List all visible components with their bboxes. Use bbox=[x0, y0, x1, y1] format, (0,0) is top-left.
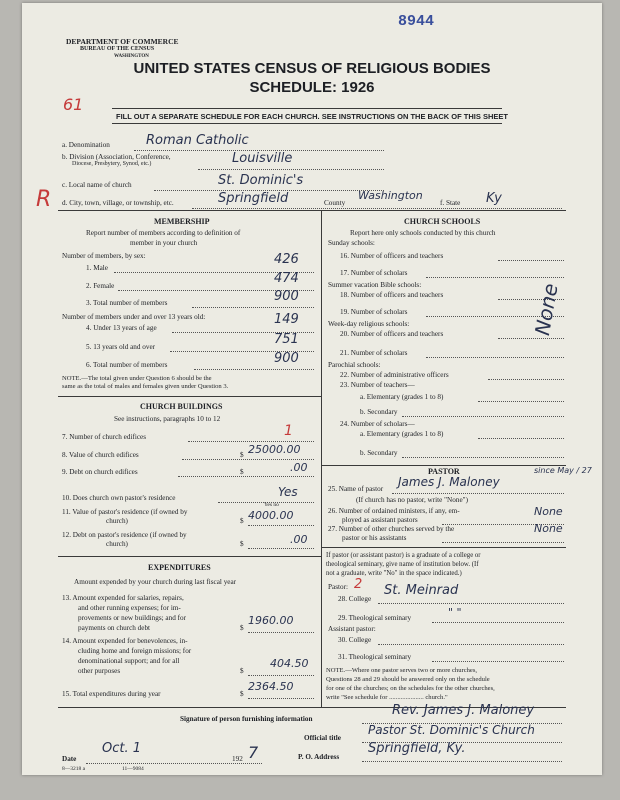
pastor-note-1: NOTE.—Where one pastor serves two or more churches, bbox=[326, 667, 478, 674]
over13-value[interactable]: 751 bbox=[274, 332, 299, 347]
q23-label: 23. Number of teachers— bbox=[340, 381, 415, 389]
age-label: Number of members under and over 13 years old: bbox=[62, 313, 206, 321]
q24b-label: b. Secondary bbox=[360, 449, 398, 457]
q27-line-1: 27. Number of other churches served by the bbox=[328, 525, 455, 533]
pastor-sub-label: Pastor: bbox=[328, 583, 348, 591]
signature-label: Signature of person furnishing information bbox=[180, 715, 313, 723]
q23a-line bbox=[478, 401, 564, 402]
q25-line bbox=[392, 493, 564, 494]
weekday-label: Week-day religious schools: bbox=[328, 320, 410, 328]
q29-label: 29. Theological seminary bbox=[338, 614, 412, 622]
q25-note: (If church has no pastor, write "None") bbox=[356, 496, 468, 504]
state-value[interactable]: Ky bbox=[486, 191, 502, 206]
male-value[interactable]: 426 bbox=[274, 252, 299, 267]
q14-currency: $ bbox=[240, 667, 244, 675]
graduate-text-2: theological seminary, give name of institution below. (If bbox=[326, 561, 479, 568]
under13-label: 4. Under 13 years of age bbox=[86, 324, 157, 332]
q14-line bbox=[248, 675, 314, 676]
q28-line bbox=[378, 603, 564, 604]
date-value[interactable]: Oct. 1 bbox=[102, 741, 142, 756]
q14-line-3: denominational support; and for all bbox=[78, 657, 180, 665]
q12-label-1: 12. Debt on pastor's residence (if owned by bbox=[62, 531, 187, 539]
q9-line bbox=[178, 476, 314, 477]
by-sex-label: Number of members, by sex: bbox=[62, 252, 146, 260]
q21-label: 21. Number of scholars bbox=[340, 349, 408, 357]
local-name-value[interactable]: St. Dominic's bbox=[218, 173, 304, 188]
q23b-label: b. Secondary bbox=[360, 408, 398, 416]
q27-value[interactable]: None bbox=[534, 522, 563, 535]
membership-intro-1: Report number of members according to definition of bbox=[86, 229, 241, 237]
q10-label: 10. Does church own pastor's residence bbox=[62, 494, 176, 502]
q12-label-2: church) bbox=[106, 540, 128, 548]
q13-currency: $ bbox=[240, 624, 244, 632]
buildings-heading: CHURCH BUILDINGS bbox=[140, 402, 223, 411]
q24a-line bbox=[478, 438, 564, 439]
q22-label: 22. Number of administrative officers bbox=[340, 371, 449, 379]
instruction-line: FILL OUT A SEPARATE SCHEDULE FOR EACH CHURCH. SEE INSTRUCTIONS ON THE BACK OF THIS SHEET bbox=[116, 112, 508, 121]
q26-line-1: 26. Number of ordained ministers, if any, em- bbox=[328, 507, 460, 515]
q13-line-2: and other running expenses; for im- bbox=[78, 604, 181, 612]
q13-line bbox=[248, 632, 314, 633]
q24a-label: a. Elementary (grades 1 to 8) bbox=[360, 430, 444, 438]
official-title-value[interactable]: Pastor St. Dominic's Church bbox=[368, 723, 535, 737]
q9-label: 9. Debt on church edifices bbox=[62, 468, 138, 476]
q17-label: 17. Number of scholars bbox=[340, 269, 408, 277]
q10-value[interactable]: Yes bbox=[278, 485, 298, 499]
q15-value[interactable]: 2364.50 bbox=[248, 680, 294, 693]
q14-line-1: 14. Amount expended for benevolences, in- bbox=[62, 637, 188, 645]
q29-value[interactable]: " " bbox=[448, 606, 462, 619]
q12-line bbox=[248, 548, 314, 549]
total6-line bbox=[194, 369, 314, 370]
q24b-line bbox=[402, 457, 564, 458]
q27-line-2: pastor or his assistants bbox=[342, 534, 407, 542]
q26-value[interactable]: None bbox=[534, 505, 563, 518]
q7-line bbox=[188, 441, 314, 442]
female-value[interactable]: 474 bbox=[274, 271, 299, 286]
signature-value[interactable]: Rev. James J. Maloney bbox=[392, 703, 535, 718]
q12-currency: $ bbox=[240, 540, 244, 548]
q9-currency: $ bbox=[240, 468, 244, 476]
census-schedule-sheet bbox=[22, 3, 602, 775]
q27-line bbox=[442, 542, 564, 543]
female-label: 2. Female bbox=[86, 282, 115, 290]
buildings-rule bbox=[58, 396, 321, 397]
q13-line-3: provements or new buildings; and for bbox=[78, 614, 186, 622]
schools-intro: Report here only schools conducted by this church bbox=[350, 229, 496, 237]
total6-value[interactable]: 900 bbox=[274, 351, 299, 366]
q16-label: 16. Number of officers and teachers bbox=[340, 252, 444, 260]
address-label: P. O. Address bbox=[298, 753, 340, 761]
division-value[interactable]: Louisville bbox=[232, 151, 293, 166]
q25-label: 25. Name of pastor bbox=[328, 485, 384, 493]
total6-label: 6. Total number of members bbox=[86, 361, 168, 369]
address-line bbox=[362, 761, 562, 762]
expenditures-sub: Amount expended by your church during last fiscal year bbox=[74, 578, 237, 586]
q8-line bbox=[182, 459, 314, 460]
over13-label: 5. 13 years old and over bbox=[86, 343, 156, 351]
q16-line bbox=[498, 260, 564, 261]
q11-note: Yes no bbox=[264, 502, 279, 508]
expenditures-heading: EXPENDITURES bbox=[148, 563, 211, 572]
q28-label: 28. College bbox=[338, 595, 372, 603]
local-name-label: c. Local name of church bbox=[62, 181, 132, 189]
q30-label: 30. College bbox=[338, 636, 372, 644]
total-label: 3. Total number of members bbox=[86, 299, 168, 307]
q11-label-2: church) bbox=[106, 517, 128, 525]
county-label: County bbox=[324, 199, 346, 207]
q7-label: 7. Number of church edifices bbox=[62, 433, 147, 441]
pastor-rule bbox=[321, 465, 566, 466]
official-title-label: Official title bbox=[304, 734, 341, 742]
city-line bbox=[192, 208, 562, 209]
column-divider bbox=[321, 210, 322, 707]
print-number: 11—9084 bbox=[122, 766, 144, 772]
q23b-line bbox=[402, 416, 564, 417]
division-line bbox=[198, 169, 384, 170]
pastor-heading: PASTOR bbox=[428, 467, 460, 476]
q21-line bbox=[426, 357, 564, 358]
date-line bbox=[86, 763, 262, 764]
section-rule-top bbox=[58, 210, 566, 211]
q15-currency: $ bbox=[240, 690, 244, 698]
q25-value[interactable]: James J. Maloney bbox=[398, 475, 500, 489]
q13-line-1: 13. Amount expended for salaries, repairs, bbox=[62, 594, 184, 602]
red-r-mark: R bbox=[36, 187, 52, 212]
sunday-label: Sunday schools: bbox=[328, 239, 375, 247]
pastor-note-3: for one of the churches; on the schedules for the other churches, bbox=[326, 685, 495, 692]
membership-heading: MEMBERSHIP bbox=[154, 217, 210, 226]
denomination-value[interactable]: Roman Catholic bbox=[146, 133, 249, 148]
summer-label: Summer vacation Bible schools: bbox=[328, 281, 422, 289]
q7-value[interactable]: 1 bbox=[284, 423, 293, 439]
q14-line-2: cluding home and foreign missions; for bbox=[78, 647, 192, 655]
city-label: WASHINGTON bbox=[114, 54, 149, 59]
form-title: UNITED STATES CENSUS OF RELIGIOUS BODIES bbox=[133, 60, 491, 77]
membership-note-1: NOTE.—The total given under Question 6 should be the bbox=[62, 375, 212, 382]
q15-label: 15. Total expenditures during year bbox=[62, 690, 161, 698]
address-value[interactable]: Springfield, Ky. bbox=[368, 741, 466, 756]
buildings-sub: See instructions, paragraphs 10 to 12 bbox=[114, 415, 221, 423]
title-rule-bottom bbox=[112, 123, 502, 124]
form-number: 8—3218 a bbox=[62, 766, 86, 772]
county-value[interactable]: Washington bbox=[358, 189, 423, 202]
graduate-rule bbox=[321, 547, 566, 548]
serial-number: 8944 bbox=[398, 13, 435, 30]
expenditures-rule bbox=[58, 556, 321, 557]
q15-line bbox=[248, 698, 314, 699]
q28-value[interactable]: St. Meinrad bbox=[384, 583, 459, 598]
q11-value[interactable]: 4000.00 bbox=[248, 509, 294, 522]
q23a-label: a. Elementary (grades 1 to 8) bbox=[360, 393, 444, 401]
pastor-note-2: Questions 28 and 29 should be answered only on the schedule bbox=[326, 676, 490, 683]
q26-line-2: ployed as assistant pastors bbox=[342, 516, 418, 524]
q17-line bbox=[426, 277, 564, 278]
q22-line bbox=[488, 379, 564, 380]
q20-line bbox=[498, 338, 564, 339]
q31-label: 31. Theological seminary bbox=[338, 653, 412, 661]
q19-label: 19. Number of scholars bbox=[340, 308, 408, 316]
division-label-sub: Diocese, Presbytery, Synod, etc.) bbox=[72, 161, 152, 167]
denomination-label: a. Denomination bbox=[62, 141, 110, 149]
department-label: DEPARTMENT OF COMMERCE bbox=[66, 37, 179, 46]
assistant-label: Assistant pastor: bbox=[328, 625, 376, 633]
graduate-text-3: not a graduate, write "No" in the space indicated.) bbox=[326, 570, 462, 577]
schools-none-value[interactable]: None bbox=[530, 281, 563, 338]
title-rule-top bbox=[112, 108, 502, 109]
q9-value[interactable]: .00 bbox=[290, 461, 308, 474]
city-value[interactable]: Springfield bbox=[218, 191, 289, 206]
pastor-note-4: write "See schedule for ..................... church." bbox=[326, 694, 448, 701]
q8-value[interactable]: 25000.00 bbox=[248, 443, 301, 456]
state-label: f. State bbox=[440, 199, 461, 207]
parochial-label: Parochial schools: bbox=[328, 361, 381, 369]
q13-value[interactable]: 1960.00 bbox=[248, 614, 294, 627]
q18-label: 18. Number of officers and teachers bbox=[340, 291, 444, 299]
q11-line bbox=[248, 525, 314, 526]
membership-intro-2: member in your church bbox=[130, 239, 198, 247]
red-handwritten-number: 61 bbox=[63, 95, 84, 114]
q8-currency: $ bbox=[240, 451, 244, 459]
q20-label: 20. Number of officers and teachers bbox=[340, 330, 444, 338]
year-value[interactable]: 7 bbox=[248, 743, 259, 762]
q30-line bbox=[378, 644, 564, 645]
date-label: Date bbox=[62, 755, 77, 763]
city-field-label: d. City, town, village, or township, etc. bbox=[62, 199, 174, 207]
total-value[interactable]: 900 bbox=[274, 289, 299, 304]
schedule-title: SCHEDULE: 1926 bbox=[249, 79, 375, 96]
male-label: 1. Male bbox=[86, 264, 108, 272]
schools-heading: CHURCH SCHOOLS bbox=[404, 217, 481, 226]
q24-label: 24. Number of scholars— bbox=[340, 420, 415, 428]
q25-since[interactable]: since May / 27 bbox=[534, 466, 592, 475]
graduate-text-1: If pastor (or assistant pastor) is a graduate of a college or bbox=[326, 552, 481, 559]
membership-note-2: same as the total of males and females given under Question 3. bbox=[62, 383, 229, 390]
red-2-mark: 2 bbox=[354, 577, 363, 592]
q13-line-4: payments on church debt bbox=[78, 624, 151, 632]
q11-label-1: 11. Value of pastor's residence (if owned by bbox=[62, 508, 188, 516]
q11-currency: $ bbox=[240, 517, 244, 525]
q14-line-4: other purposes bbox=[78, 667, 121, 675]
q29-line bbox=[432, 622, 564, 623]
under13-value[interactable]: 149 bbox=[274, 312, 299, 327]
year-prefix: 192 bbox=[232, 755, 243, 763]
bureau-label: BUREAU OF THE CENSUS bbox=[80, 46, 155, 52]
q14-value[interactable]: 404.50 bbox=[270, 657, 309, 670]
division-label: b. Division (Association, Conference, bbox=[62, 153, 171, 161]
total-line bbox=[192, 307, 314, 308]
q12-value[interactable]: .00 bbox=[290, 533, 308, 546]
q31-line bbox=[432, 661, 564, 662]
q8-label: 8. Value of church edifices bbox=[62, 451, 139, 459]
